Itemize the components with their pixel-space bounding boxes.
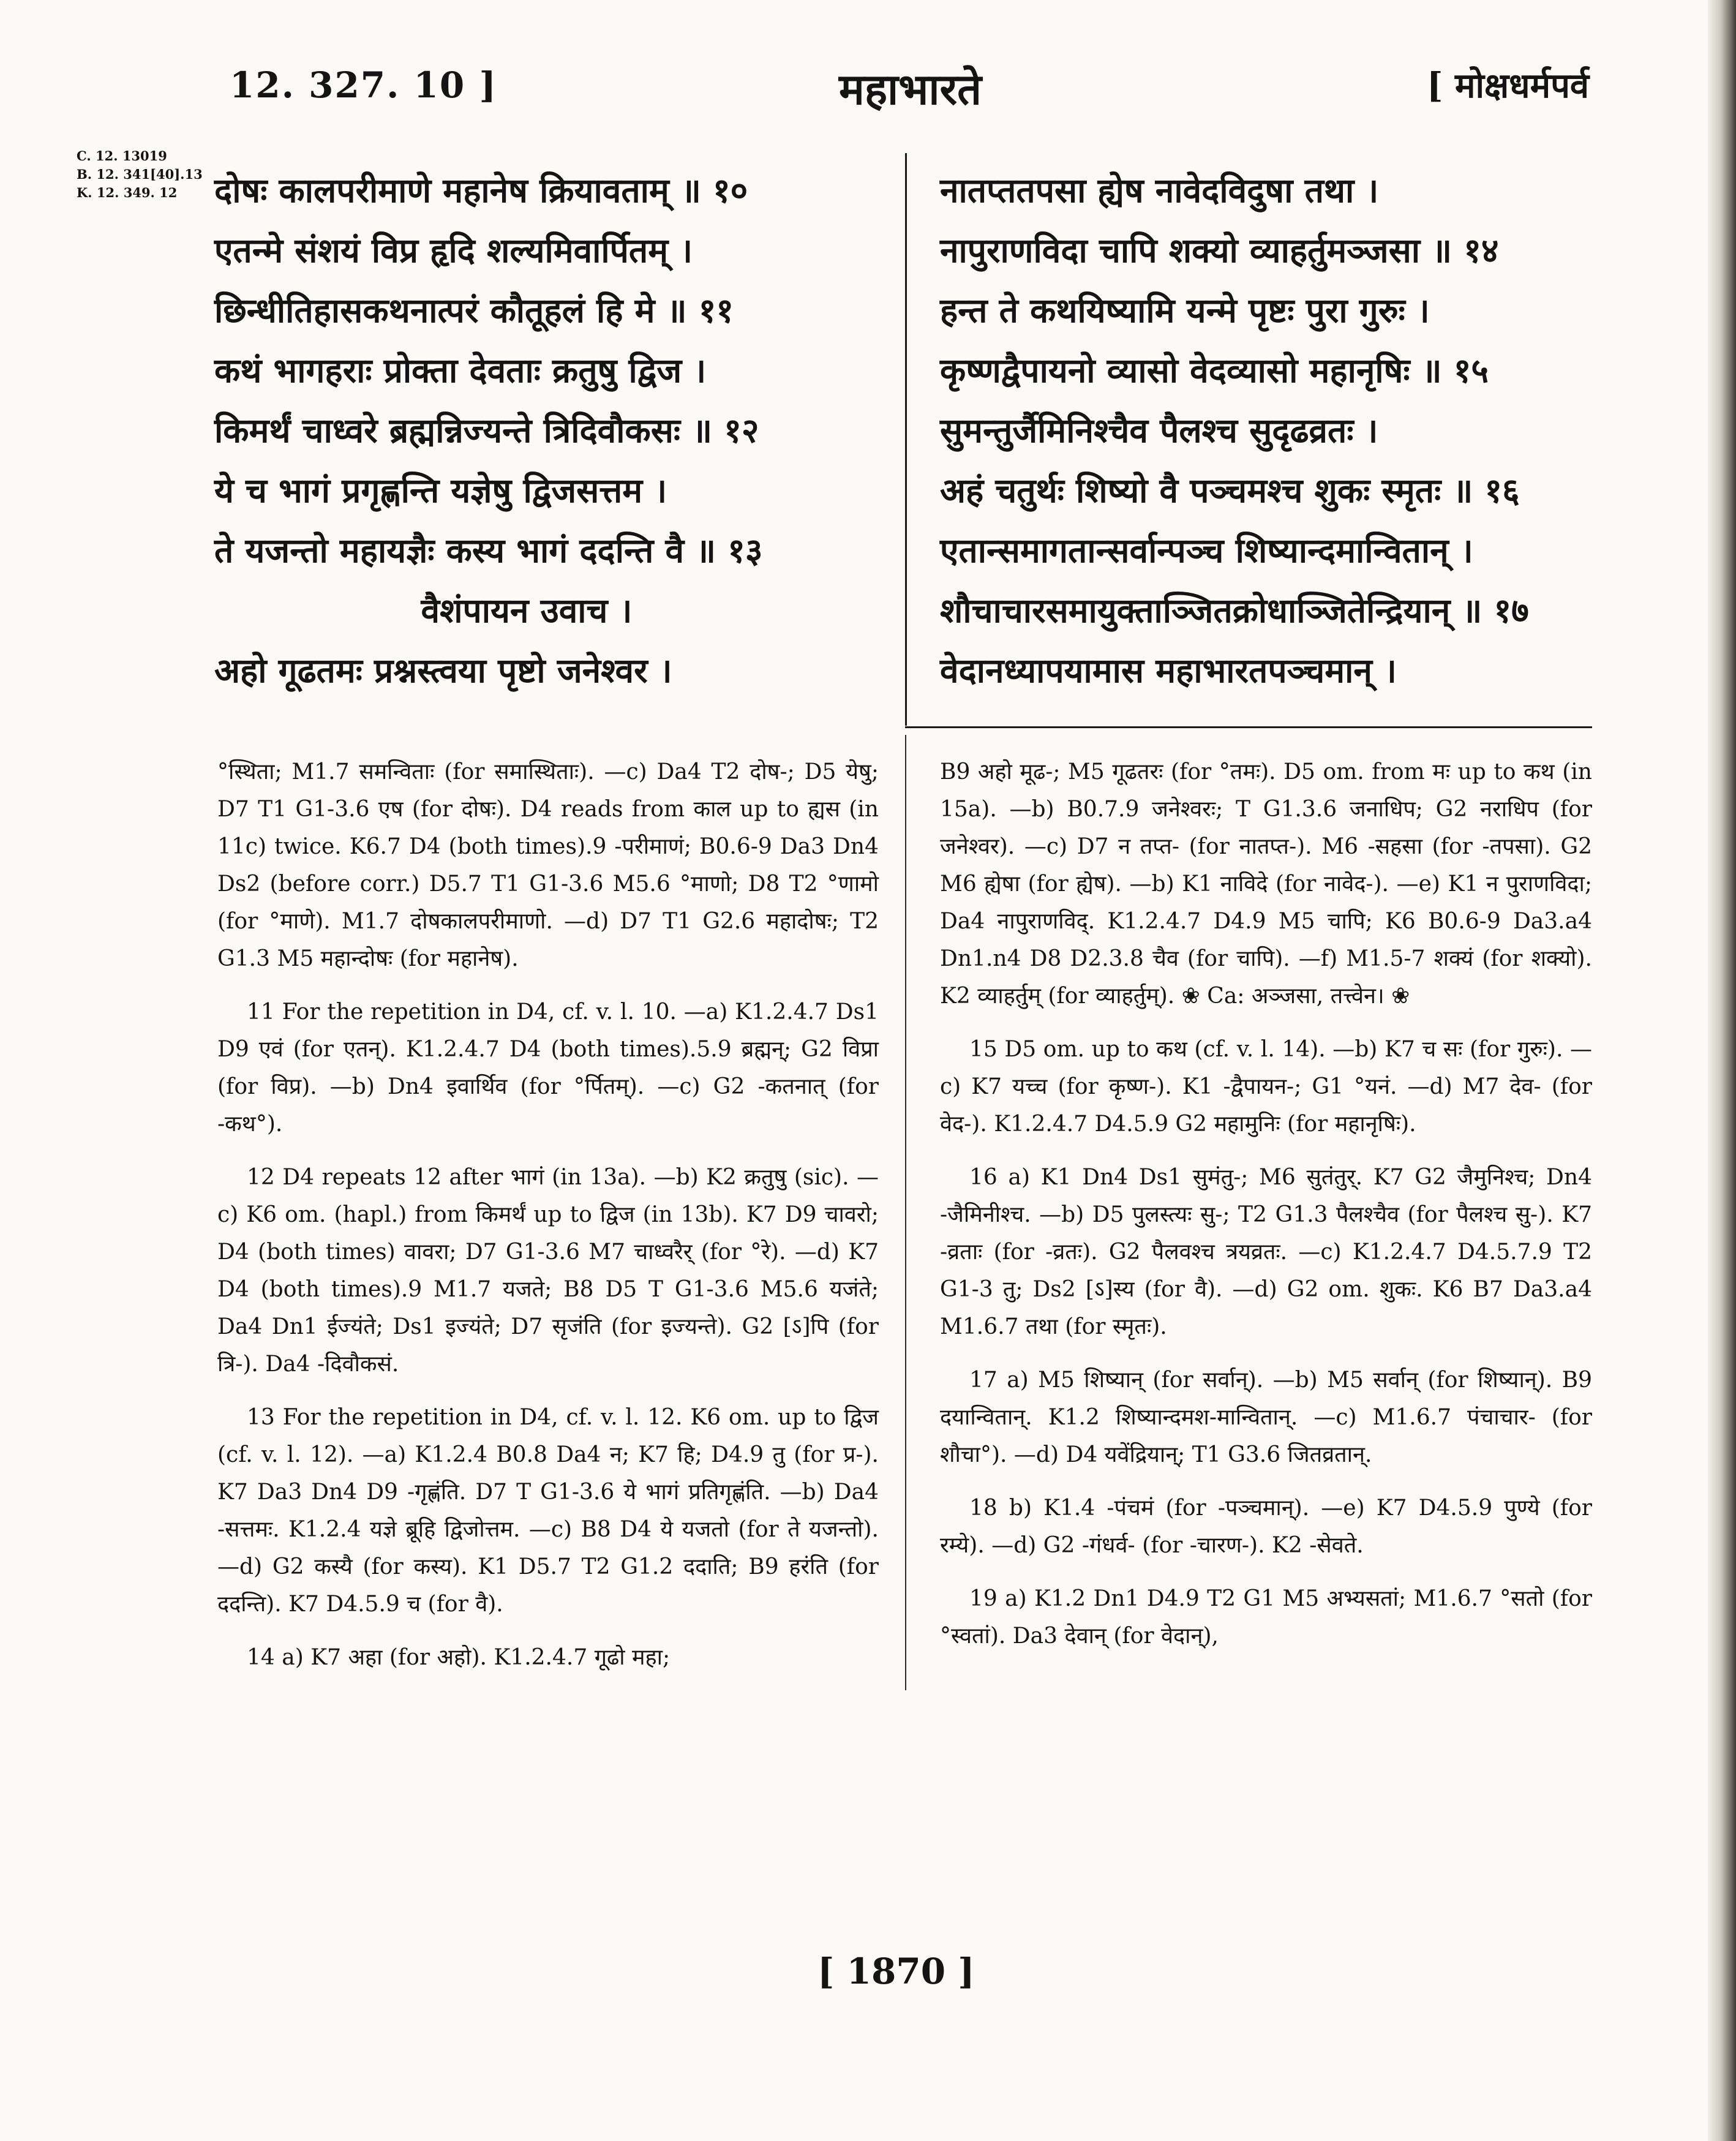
verse-line: अहो गूढतमः प्रश्नस्त्वया पृष्टो जनेश्वर । (214, 650, 672, 690)
apparatus-separator (905, 726, 1592, 728)
concordance-line: K. 12. 349. 12 (77, 185, 178, 200)
verse-line: नापुराणविदा चापि शक्यो व्याहर्तुमञ्जसा ॥ १४ (940, 230, 1499, 270)
verse-line: हन्त ते कथयिष्यामि यन्मे पृष्टः पुरा गुरुः । (940, 290, 1430, 330)
apparatus-note: 13 For the repetition in D4, cf. v. l. 12. K6 om. up to द्विज (cf. v. l. 12). —a) K1.2.4 B0.8 Da4 न; K7 हि; D4.9 तु (for प्र-). K7 Da3 Dn4 D9 -गृह्णंति. D7 T G1-3.6 ये भागं प्रतिगृह्णंति. —b) Da4 -सत्तमः. K1.2.4 यज्ञे ब्रूहि द्विजोत्तम. —c) B8 D4 ये यजतो (for ते यजन्तो). —d) G2 कस्यै (for कस्य). K1 D5.7 T2 G1.2 ददाति; B9 हरंति (for ददन्ति). K7 D4.5.9 च (for वै). (217, 1405, 879, 1617)
verse-line: एतान्समागतान्सर्वान्पञ्च शिष्यान्दमान्वितान् । (940, 530, 1473, 570)
speaker-heading: वैशंपायन उवाच । (421, 590, 633, 630)
apparatus-note: 12 D4 repeats 12 after भागं (in 13a). —b) K2 क्रतुषु (sic). —c) K6 om. (hapl.) from किमर्थं up to द्विज (in 13b). K7 D9 चावरो; D4 (both times) वावरा; D7 G1-3.6 M7 चाध्वरैर् (for °रे). —d) K7 D4 (both times).9 M1.7 यजते; B8 D5 T G1-3.6 M5.6 यजंते; Da4 Dn1 ईज्यंते; Ds1 इज्यंते; D7 सृजंति (for इज्यन्ते). G2 [ऽ]पि (for त्रि-). Da4 -दिवौकसं. (217, 1165, 879, 1377)
verse-line: वेदानध्यापयामास महाभारतपञ्चमान् । (940, 650, 1397, 690)
apparatus-note: 14 a) K7 अहा (for अहो). K1.2.4.7 गूढो महा; (247, 1645, 671, 1670)
critical-apparatus-left (217, 753, 879, 1692)
verse-line: कृष्णद्वैपायनो व्यासो वेदव्यासो महानृषिः ॥ १५ (940, 350, 1489, 390)
verse-line: नातप्ततपसा ह्येष नावेदविदुषा तथा । (940, 170, 1379, 210)
book-title: महाभारते (839, 64, 982, 115)
apparatus-column-divider (905, 735, 906, 1690)
verse-reference: 12. 327. 10 ] (230, 64, 497, 106)
apparatus-note: 16 a) K1 Dn4 Ds1 सुमंतु-; M6 सुतंतुर्. K7 G2 जैमुनिश्च; Dn4 -जैमिनीश्च. —b) D5 पुलस्त्यः सु-; T2 G1.3 पैलश्चैव (for पैलश्च सु-). K7 -व्रताः (for -व्रतः). G2 पैलवश्च त्रयव्रतः. —c) K1.2.4.7 D4.5.7.9 T2 G1-3 तु; Ds2 [ऽ]स्य (for वै). —d) G2 om. शुकः. K6 B7 Da3.a4 M1.6.7 तथा (for स्मृतः). (940, 1165, 1592, 1339)
verse-line: ते यजन्तो महायज्ञैः कस्य भागं ददन्ति वै ॥ १३ (214, 530, 763, 570)
verse-column-divider (905, 153, 907, 726)
verse-text (0, 160, 1736, 699)
concordance-line: B. 12. 341[40].13 (77, 167, 203, 182)
apparatus-note: 17 a) M5 शिष्यान् (for सर्वान्). —b) M5 सर्वान् (for शिष्यान्). B9 दयान्वितान्. K1.2 शिष्यान्दमश-मान्वितान्. —c) M1.6.7 पंचाचार- (for शौचा°). —d) D4 यवेंद्रियान्; T1 G3.6 जितव्रतान्. (940, 1368, 1592, 1467)
page-number: [ 1870 ] (817, 1951, 975, 1992)
verse-line: किमर्थं चाध्वरे ब्रह्मन्निज्यन्ते त्रिदिवौकसः ॥ १२ (214, 410, 759, 450)
apparatus-note: B9 अहो मूढ-; M5 गूढतरः (for °तमः). D5 om. from मः up to कथ (in 15a). —b) B0.7.9 जनेश्वरः; T G1.3.6 जनाधिप; G2 नराधिप (for जनेश्वर). —c) D7 न तप्त- (for नातप्त-). M6 -सहसा (for -तपसा). G2 M6 ह्येषा (for ह्येष). —b) K1 नाविदे (for नावेद-). —e) K1 न पुराणविदा; Da4 नापुराणविद्. K1.2.4.7 D4.9 M5 चापि; K6 B0.6-9 Da3.a4 Dn1.n4 D8 D2.3.8 चैव (for चापि). —f) M1.5-7 शक्यं (for शक्यो). K2 व्याहर्तुम् (for व्याहर्तुम्). ❀ Ca: अञ्जसा, तत्त्वेन। ❀ (940, 759, 1592, 1009)
section-title: [ मोक्षधर्मपर्व (1427, 66, 1590, 106)
running-header (0, 58, 1736, 132)
verse-line: अहं चतुर्थः शिष्यो वै पञ्चमश्च शुकः स्मृतः ॥ १६ (940, 470, 1520, 510)
apparatus-note: 15 D5 om. up to कथ (cf. v. l. 14). —b) K7 च सः (for गुरुः). —c) K7 यच्च (for कृष्ण-). K1 -द्वैपायन-; G1 °यनं. —d) M7 देव- (for वेद-). K1.2.4.7 D4.5.9 G2 महामुनिः (for महानृषिः). (940, 1037, 1592, 1137)
verse-line: शौचाचारसमायुक्ताञ्जितक्रोधाञ्जितेन्द्रियान् ॥ १७ (940, 590, 1529, 630)
apparatus-note: 11 For the repetition in D4, cf. v. l. 10. —a) K1.2.4.7 Ds1 D9 एवं (for एतन्). K1.2.4.7 D4 (both times).5.9 ब्रह्मन्; G2 विप्रा (for विप्र). —b) Dn4 इवार्थिव (for °र्पितम्). —c) G2 -कतनात् (for -कथ°). (217, 999, 879, 1137)
verse-line: सुमन्तुर्जैमिनिश्चैव पैलश्च सुदृढव्रतः । (940, 410, 1378, 450)
verse-line: छिन्धीतिहासकथनात्परं कौतूहलं हि मे ॥ ११ (214, 290, 734, 330)
verse-column-right (940, 160, 1644, 701)
apparatus-note: 19 a) K1.2 Dn1 D4.9 T2 G1 M5 अभ्यसतां; M1.6.7 °सतो (for °स्वतां). Da3 देवान् (for वेदान्), (940, 1586, 1592, 1649)
critical-apparatus-right (940, 753, 1592, 1671)
concordance-line: C. 12. 13019 (77, 148, 167, 164)
apparatus-note: °स्थिता; M1.7 समन्विताः (for समास्थिताः). —c) Da4 T2 दोष-; D5 येषु; D7 T1 G1-3.6 एष (for दोषः). D4 reads from काल up to ह्यस (in 11c) twice. K6.7 D4 (both times).9 -परीमाणं; B0.6-9 Da3 Dn4 Ds2 (before corr.) D5.7 T1 G1-3.6 M5.6 °माणो; D8 T2 °णामो (for °माणे). M1.7 दोषकालपरीमाणो. —d) D7 T1 G2.6 महादोषः; T2 G1.3 M5 महान्दोषः (for महानेष). (217, 759, 879, 971)
apparatus-note: 18 b) K1.4 -पंचमं (for -पञ्चमान्). —e) K7 D4.5.9 पुण्ये (for रम्ये). —d) G2 -गंधर्व- (for -चारण-). K2 -सेवते. (940, 1496, 1592, 1558)
verse-line: दोषः कालपरीमाणे महानेष क्रियावताम् ॥ १० (214, 170, 748, 210)
verse-line: कथं भागहराः प्रोक्ता देवताः क्रतुषु द्विज । (214, 350, 707, 390)
verse-line: एतन्मे संशयं विप्र हृदि शल्यमिवार्पितम् । (214, 230, 693, 270)
verse-line: ये च भागं प्रगृह्णन्ति यज्ञेषु द्विजसत्तम । (214, 470, 667, 510)
verse-column-left (214, 160, 882, 701)
